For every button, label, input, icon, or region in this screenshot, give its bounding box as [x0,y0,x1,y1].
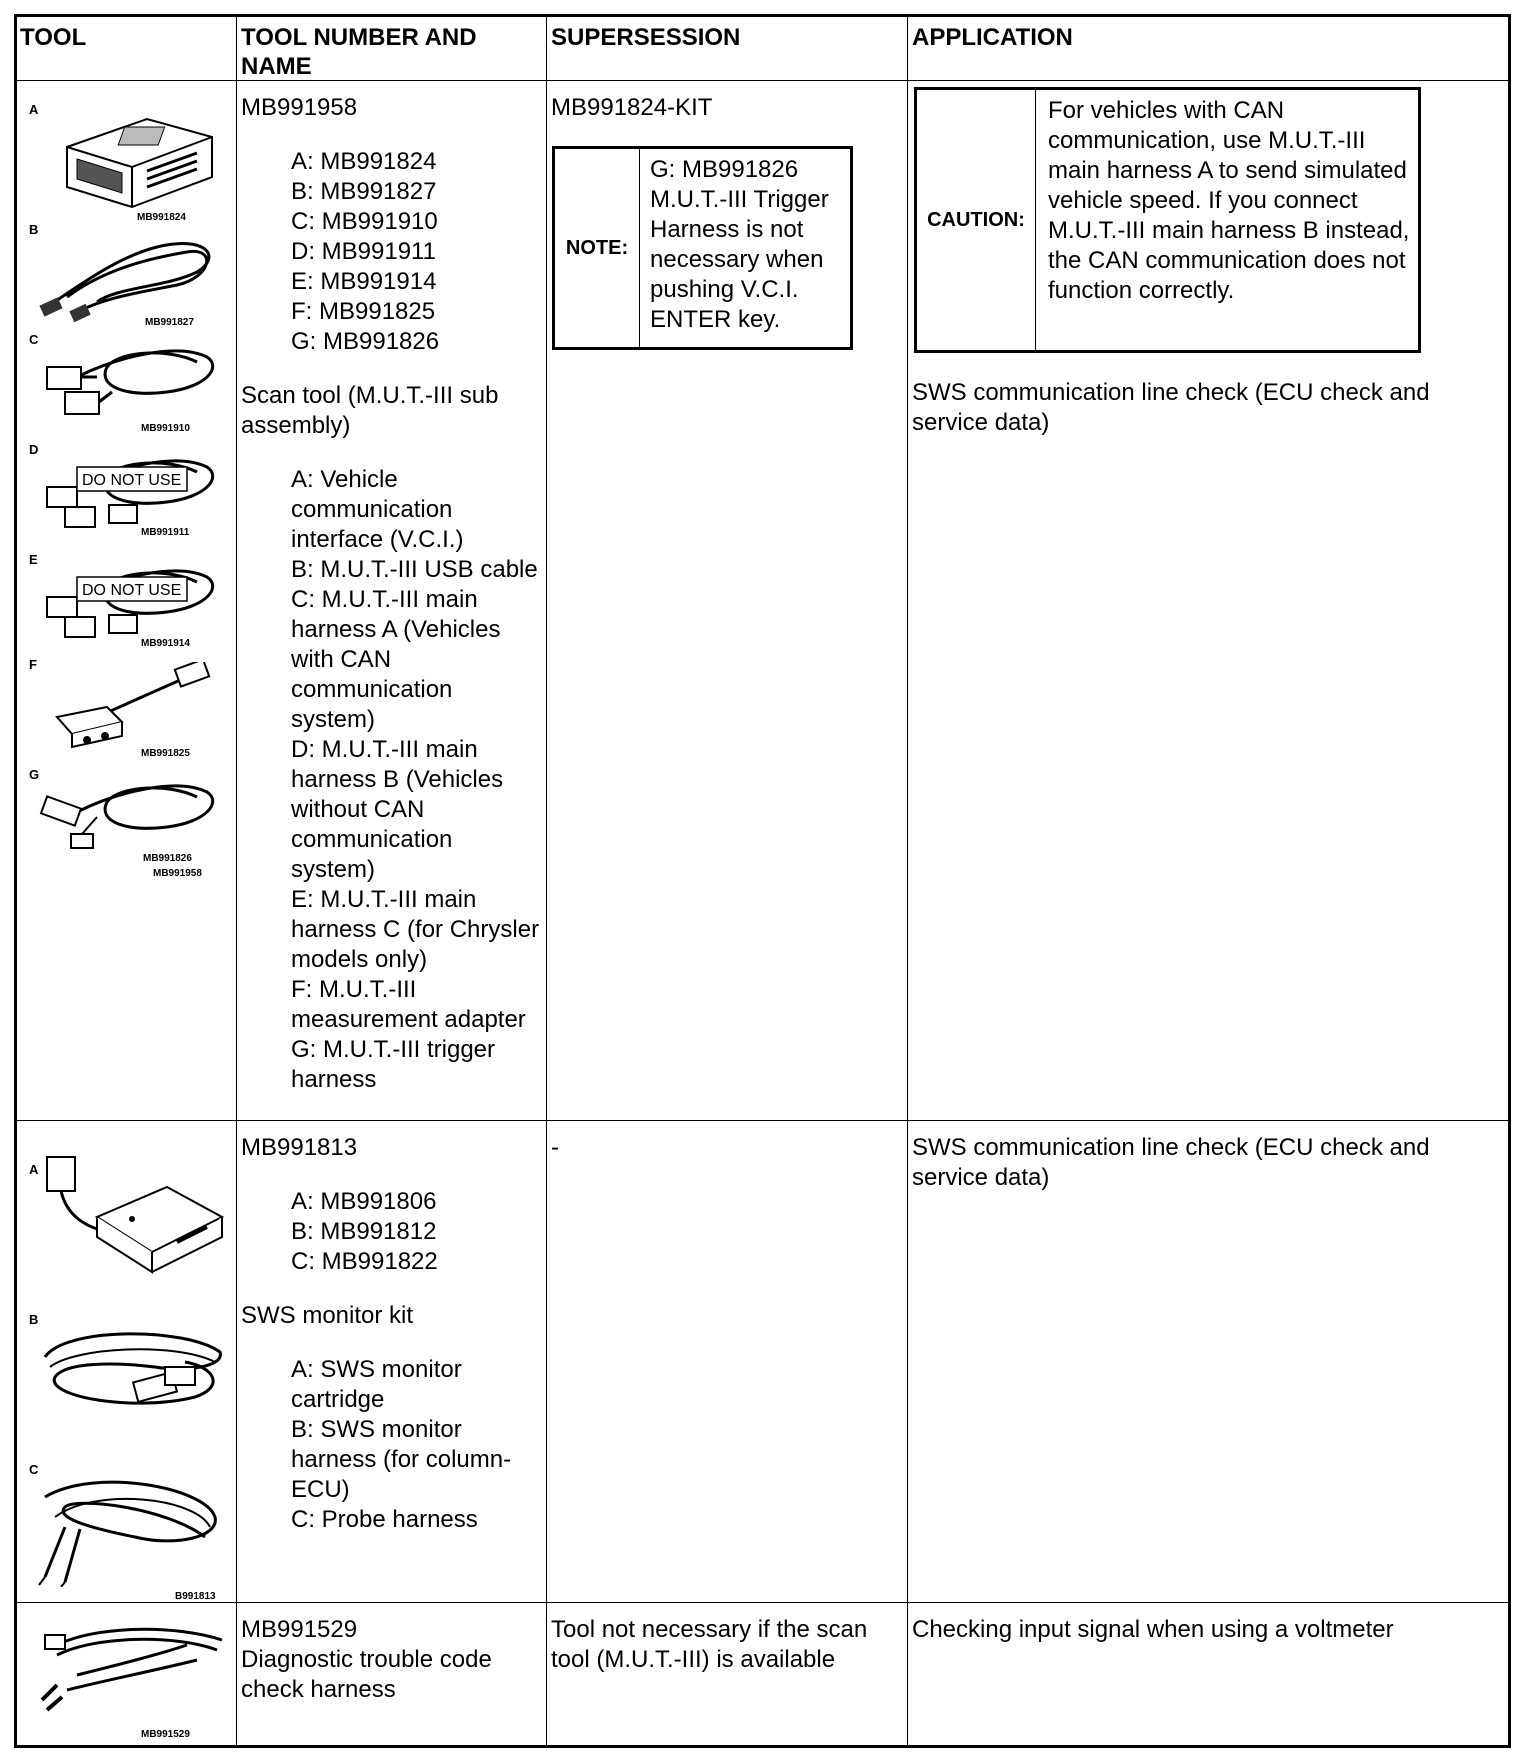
tool-label: A [29,102,39,117]
column-divider [236,17,237,1745]
description-item: A: SWS monitor cartridge [291,1356,462,1413]
component-item: D: MB991911 [291,238,436,265]
measurement-adapter-illustration [37,662,227,752]
description-list [241,1355,541,1535]
probe-harness-illustration [35,1467,227,1587]
tool-label: B [29,1312,39,1327]
trigger-harness-illustration [37,772,227,857]
component-item: B: MB991827 [291,178,437,205]
tool-number: MB991813 [241,1134,358,1161]
component-item: C: MB991910 [291,208,438,235]
tool-caption: MB991824 [137,212,186,223]
supersession-value: - [551,1134,559,1161]
main-harness-c-illustration [37,557,227,647]
description-list [241,465,541,1095]
main-harness-a-illustration [37,337,227,427]
tool-label: E [29,552,38,567]
application-text: SWS communication line check (ECU check and service data) [912,1134,1430,1191]
do-not-use-label: DO NOT USE [82,472,182,489]
tool-label: G [29,767,40,782]
tool-name: Diagnostic trouble code check harness [241,1646,492,1703]
supersession-value: Tool not necessary if the scan tool (M.U.T.-III) is available [551,1616,868,1673]
supersession-value: MB991824-KIT [551,94,713,121]
application-text: SWS communication line check (ECU check and service data) [912,379,1430,436]
tool-label: C [29,1462,39,1477]
caution-label: CAUTION: [917,90,1036,350]
row-divider [17,1120,1508,1121]
tool-label: D [29,442,39,457]
tool-caption: MB991826 [143,853,192,864]
description-item: E: M.U.T.-III main harness C (for Chrysler models only) [291,886,540,973]
component-item: E: MB991914 [291,268,437,295]
tool-caption: MB991911 [141,527,190,538]
component-item: A: MB991824 [291,148,437,175]
header-tool: TOOL [20,24,87,51]
tool-number-name-cell [241,1133,541,1535]
sws-monitor-harness-illustration [35,1317,227,1427]
tool-number-name-cell [241,1615,541,1705]
application-text: Checking input signal when using a voltmeter [912,1616,1394,1643]
dtc-check-harness-illustration [37,1615,227,1715]
tool-label: C [29,332,39,347]
component-item: G: MB991826 [291,328,440,355]
description-item: F: M.U.T.-III measurement adapter [291,976,526,1033]
component-item: F: MB991825 [291,298,436,325]
component-item: A: MB991806 [291,1188,437,1215]
component-item: B: MB991812 [291,1218,437,1245]
description-item: A: Vehicle communication interface (V.C.I.) [291,466,464,553]
kit-caption: B991813 [175,1591,216,1602]
tool-number: MB991529 [241,1616,358,1643]
tool-name: Scan tool (M.U.T.-III sub assembly) [241,382,499,439]
note-label: NOTE: [555,149,640,347]
column-divider [546,17,547,1745]
tool-caption: MB991910 [141,423,190,434]
caution-text: For vehicles with CAN communication, use M.U.T.-III main harness A to send simulated vehicle speed. If you connect M.U.T.-III main harness B instead, the CAN communication does not function correctly. [1048,97,1410,304]
header-tool-number-and-name: TOOL NUMBER AND NAME [241,24,477,80]
tool-caption: MB991825 [141,748,190,759]
sws-monitor-cartridge-illustration [37,1147,227,1287]
component-list [241,147,541,357]
tool-label: B [29,222,39,237]
kit-caption: MB991529 [141,1729,190,1740]
main-harness-b-illustration [37,447,227,537]
description-item: D: M.U.T.-III main harness B (Vehicles without CAN communication system) [291,736,504,883]
header-supersession: SUPERSESSION [551,24,741,51]
tool-caption: MB991827 [145,317,194,328]
description-item: G: M.U.T.-III trigger harness [291,1036,496,1093]
note-box [552,146,853,350]
description-item: B: M.U.T.-III USB cable [291,556,538,583]
column-divider [907,17,908,1745]
note-text: G: MB991826 M.U.T.-III Trigger Harness is not necessary when pushing V.C.I. ENTER key. [650,156,829,333]
component-list [241,1187,541,1277]
tool-number-name-cell [241,93,541,1095]
tool-label: A [29,1162,39,1177]
tool-name: SWS monitor kit [241,1302,414,1329]
component-item: C: MB991822 [291,1248,438,1275]
tool-label: F [29,657,37,672]
description-item: C: M.U.T.-III main harness A (Vehicles with CAN communication system) [291,586,501,733]
special-tools-table [14,14,1511,1748]
header-application: APPLICATION [912,24,1073,51]
vci-illustration [37,107,227,217]
usb-cable-illustration [37,227,227,327]
kit-caption: MB991958 [153,868,202,879]
tool-caption: MB991914 [141,638,190,649]
do-not-use-label: DO NOT USE [82,582,182,599]
row-divider [17,1602,1508,1603]
description-item: B: SWS monitor harness (for column-ECU) [291,1416,512,1503]
description-item: C: Probe harness [291,1506,478,1533]
tool-number: MB991958 [241,94,358,121]
caution-box [914,87,1421,353]
